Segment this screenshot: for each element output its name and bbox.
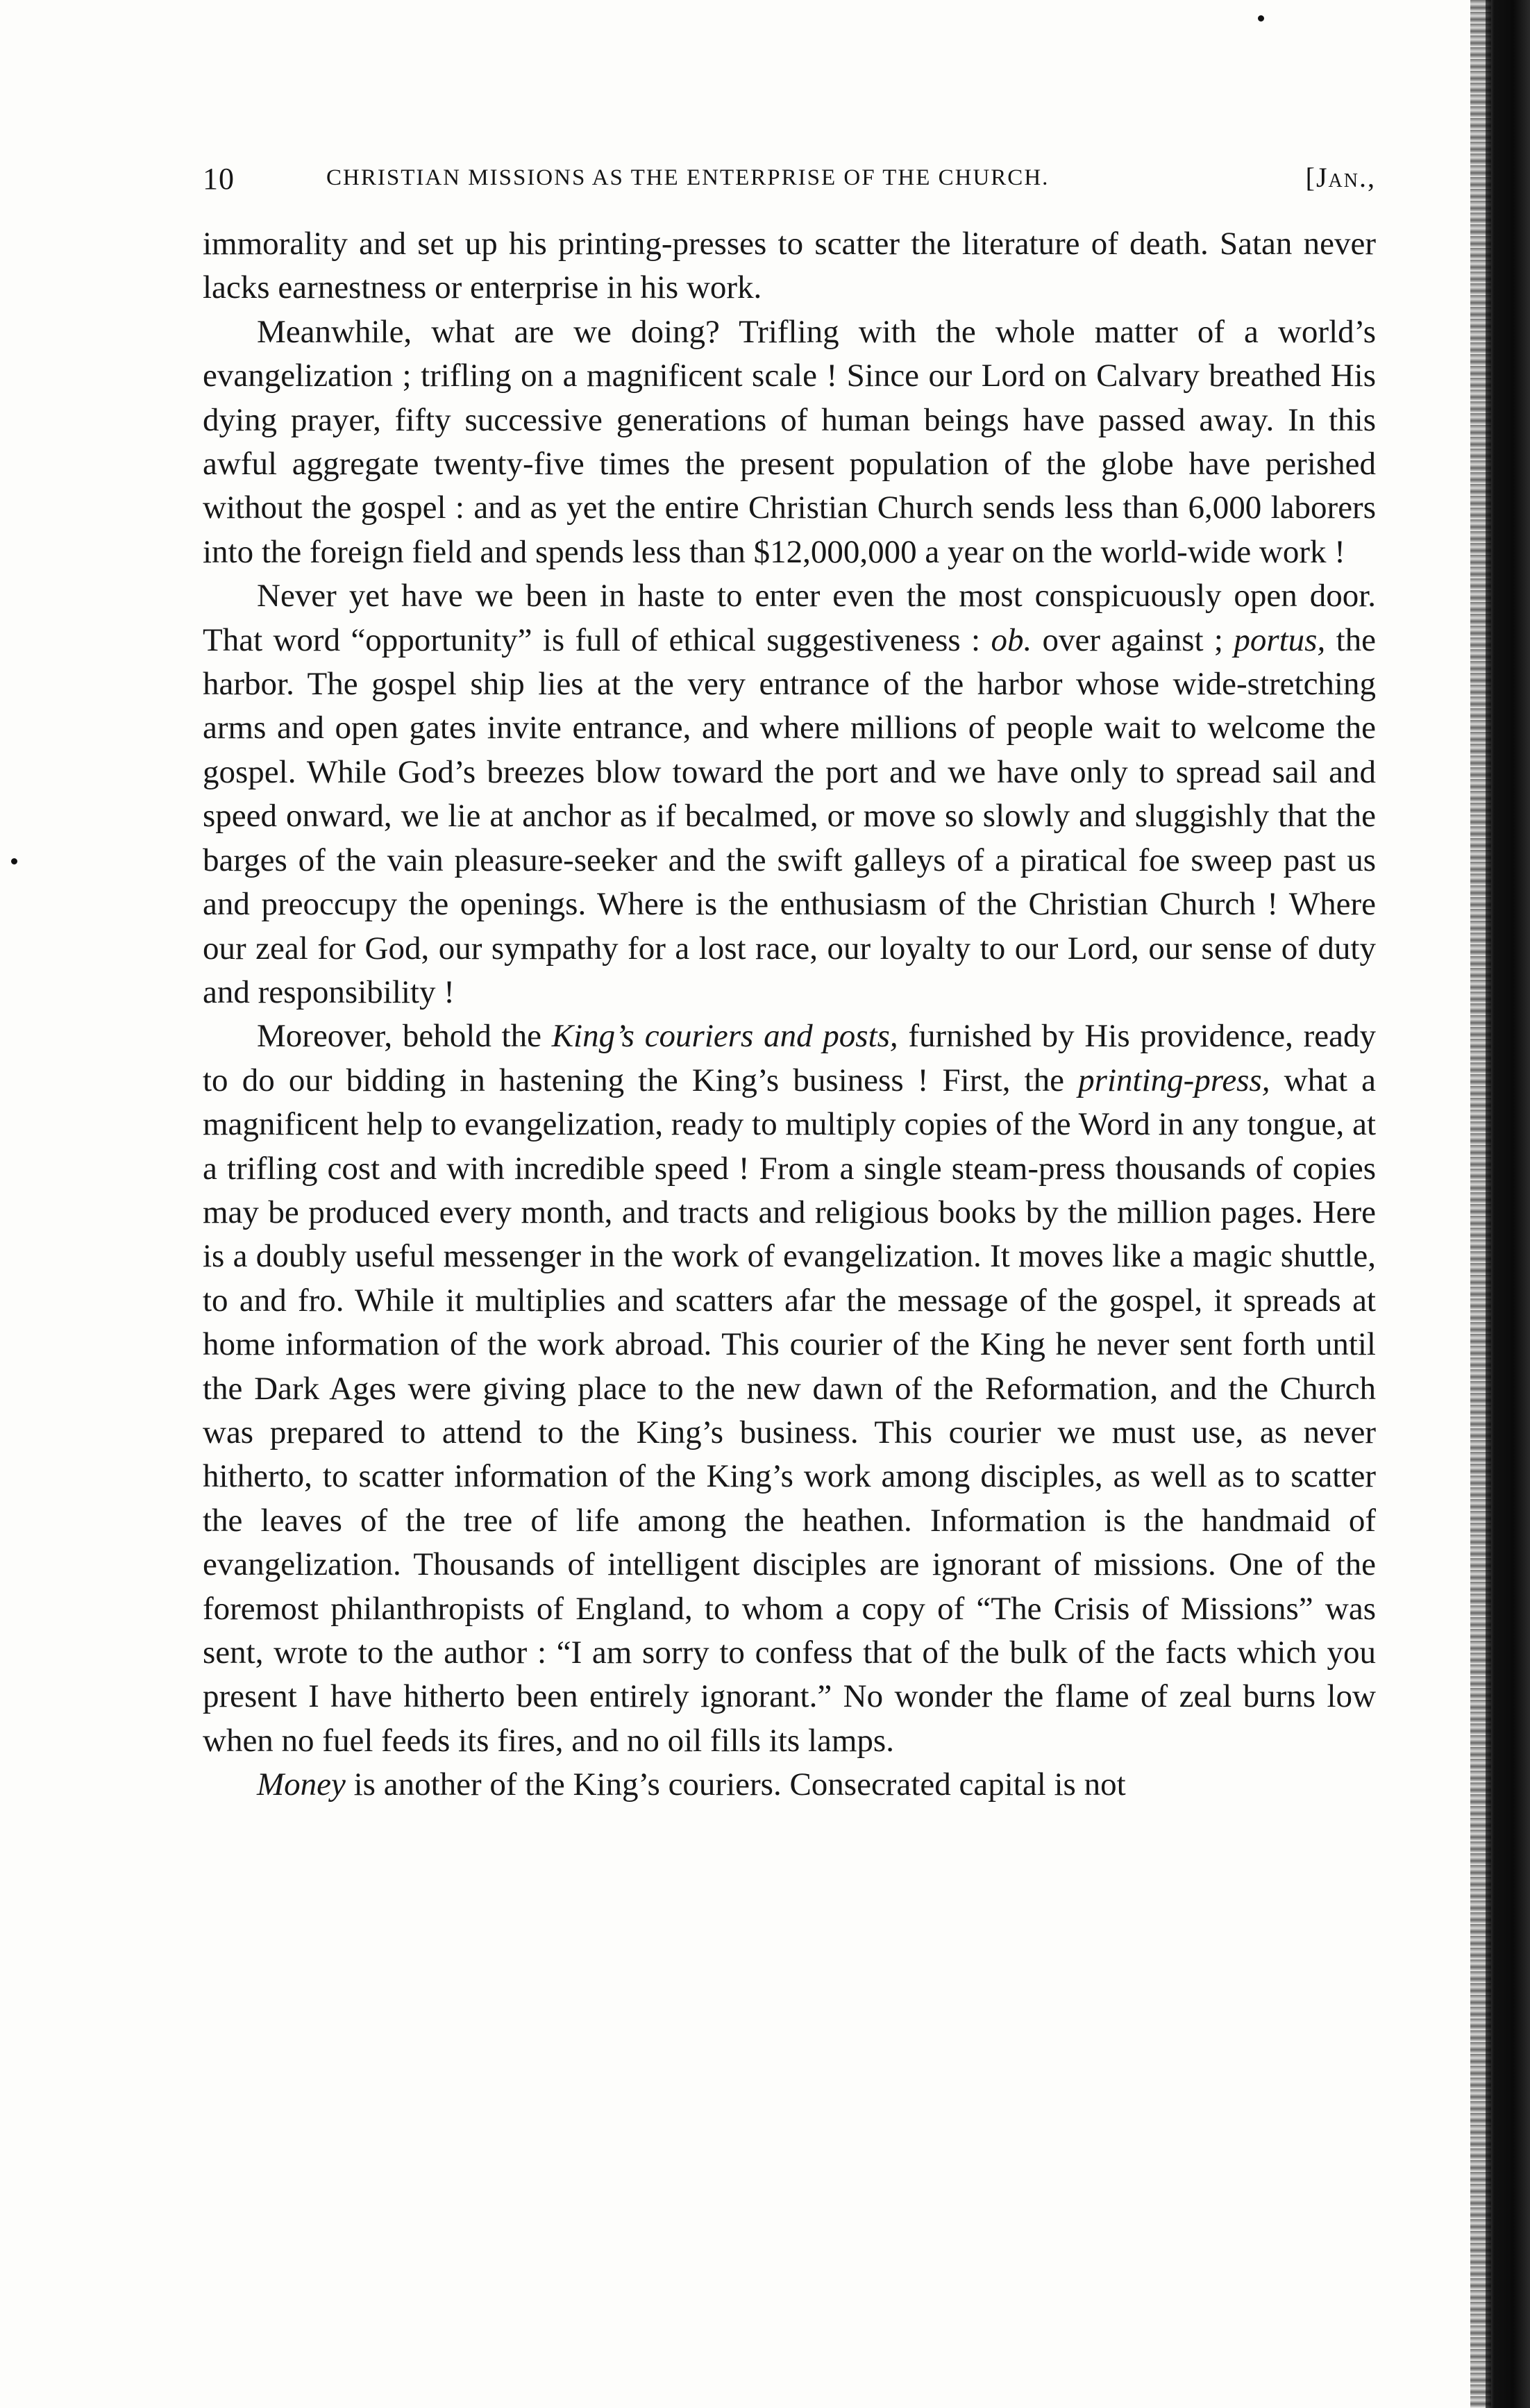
body-text — [203, 222, 1376, 1807]
text-run: is another of the King’s couriers. Consecrated capital is not — [345, 1766, 1126, 1803]
text-run: Moreover, behold the — [257, 1018, 552, 1055]
stray-mark-left — [11, 858, 17, 864]
paragraph — [203, 222, 1376, 310]
text-run: over against ; — [1032, 621, 1234, 658]
scan-edge-shadow — [1470, 0, 1491, 2408]
text-run: Never yet have we been in haste to enter even the most conspicuously open door. That word “opportunity” is full of ethical suggestiveness : — [203, 578, 1376, 658]
italic-text: King’s couriers and posts, — [551, 1018, 898, 1055]
paragraph — [203, 1763, 1376, 1807]
scan-binding-edge — [1486, 0, 1530, 2408]
text-run: furnished by His providence, ready to do our bidding in hastening the King’s business ! First, the — [203, 1018, 1376, 1098]
italic-text: Money — [257, 1766, 346, 1803]
running-title: CHRISTIAN MISSIONS AS THE ENTERPRISE OF THE CHURCH. — [326, 165, 1050, 190]
header-date: [Jan., — [1305, 162, 1376, 193]
italic-text: portus, — [1234, 621, 1326, 658]
text-run: Meanwhile, what are we doing? Trifling with the whole matter of a world’s evangelization ; trifling on a magnificent scale ! Since our Lord on Calvary breathed His dying prayer, fifty successive generations of human beings have passed away. In this awful aggregate twenty-five times the present population of the globe have perished without the gospel : and as yet the entire Christian Church sends less than 6,000 laborers into the foreign field and spends less than $12,000,000 a year on the world-wide work ! — [203, 313, 1376, 570]
stray-mark-top — [1258, 15, 1264, 22]
text-run: immorality and set up his printing-presses to scatter the literature of death. Satan never lacks earnestness or enterprise in his work. — [203, 226, 1376, 306]
page-number: 10 — [203, 162, 235, 196]
italic-text: printing-press, — [1078, 1062, 1270, 1098]
paragraph — [203, 310, 1376, 574]
paragraph — [203, 1014, 1376, 1763]
text-run: what a magnificent help to evangelization, ready to multiply copies of the Word in any tongue, at a trifling cost and with incredible speed ! From a single steam-press thousands of copies may be produced every month, and tracts and religious books by the million pages. Here is a doubly useful messenger in the work of evangelization. It moves like a magic shuttle, to and fro. While it multiplies and scatters afar the message of the gospel, it spreads at home information of the work abroad. This courier of the King he never sent forth until the Dark Ages were giving place to the new dawn of the Reformation, and the Church was prepared to attend to the King’s business. This courier we must use, as never hitherto, to scatter information of the King’s work among disciples, as well as to scatter the leaves of the tree of life among the heathen. Information is the handmaid of evangelization. Thousands of intelligent disciples are ignorant of missions. One of the foremost philanthropists of England, to whom a copy of “The Crisis of Missions” was sent, wrote to the author : “I am sorry to confess that of the bulk of the facts which you present I have hitherto been entirely ignorant.” No wonder the flame of zeal burns low when no fuel feeds its fires, and no oil fills its lamps. — [203, 1062, 1376, 1759]
italic-text: ob. — [991, 621, 1032, 658]
page-header — [203, 158, 1376, 207]
text-run: the harbor. The gospel ship lies at the very entrance of the harbor whose wide-stretching arms and open gates invite entrance, and where millions of people wait to welcome the gospel. While God’s breezes blow toward the port and we have only to spread sail and speed onward, we lie at anchor as if becalmed, or move so slowly and sluggishly that the barges of the vain pleasure-seeker and the swift galleys of a piratical foe sweep past us and preoccupy the openings. Where is the enthusiasm of the Christian Church ! Where our zeal for God, our sympathy for a lost race, our loyalty to our Lord, our sense of duty and responsibility ! — [203, 621, 1376, 1010]
paragraph — [203, 574, 1376, 1014]
